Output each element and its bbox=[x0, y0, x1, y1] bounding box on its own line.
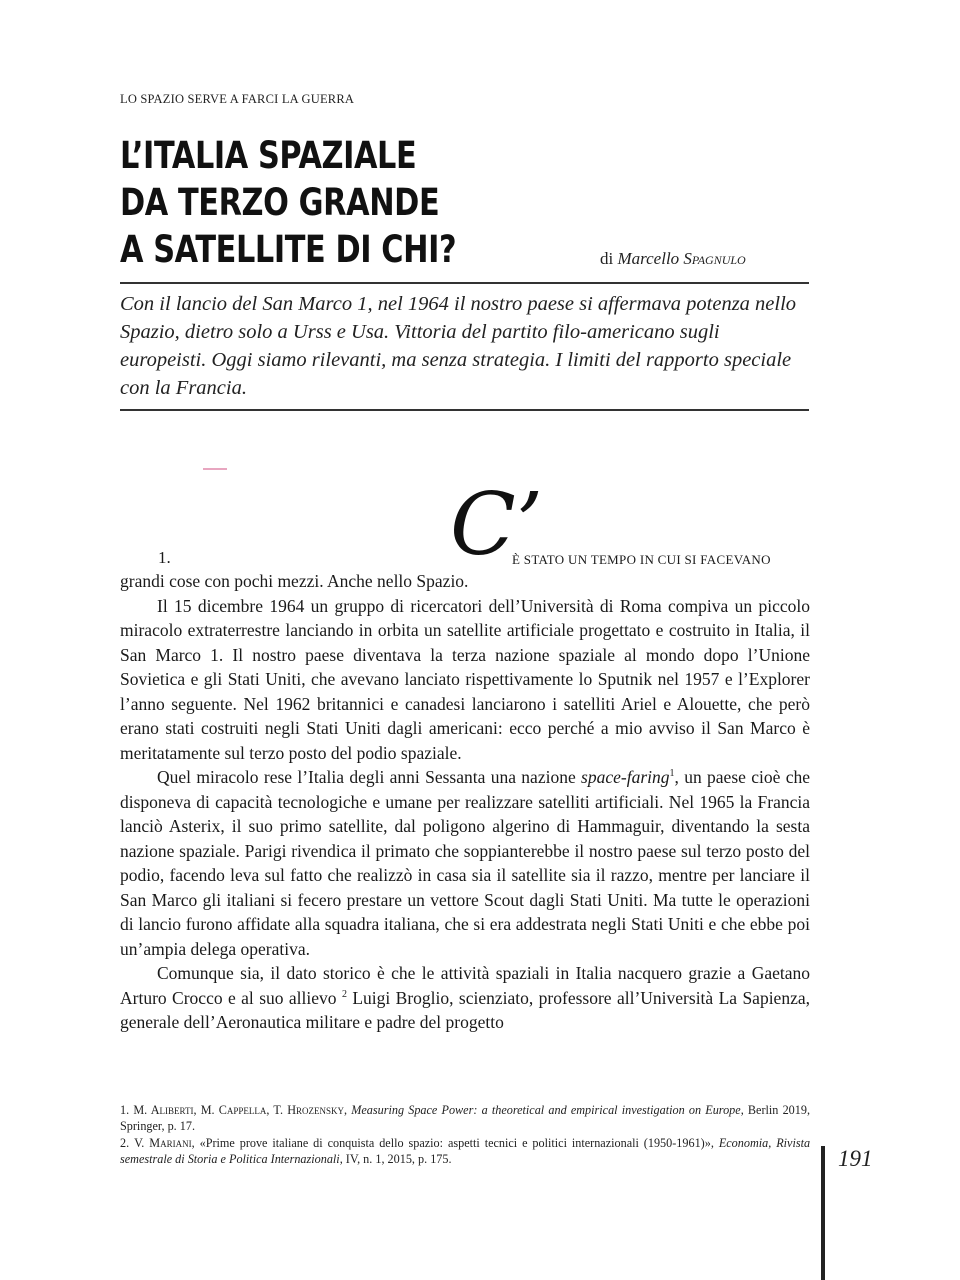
footnote-details: , Berlin 2019, Springer, p. 17. bbox=[120, 1103, 810, 1133]
page-number: 191 bbox=[838, 1146, 873, 1171]
paragraph-text: Luigi Broglio, scienziato, professore all’Università La Sapienza, generale dell’Aeronautica militare e padre del progetto bbox=[120, 987, 810, 1032]
accent-mark bbox=[203, 468, 227, 470]
lead-in-caps: È STATO UN TEMPO IN CUI SI FACEVANO bbox=[512, 552, 771, 567]
footnote-journal: Economia, Rivista semestrale di Storia e Politica Internazionali bbox=[120, 1136, 811, 1166]
paragraph bbox=[120, 765, 810, 961]
byline-prefix: di bbox=[600, 249, 614, 268]
article-body bbox=[120, 569, 810, 1035]
paragraph bbox=[120, 961, 810, 1035]
footnote-ref[interactable]: 1 bbox=[669, 768, 675, 780]
footnote-title: Measuring Space Power: a theoretical and empirical investigation on Europe bbox=[351, 1103, 741, 1117]
section-number: 1. bbox=[158, 548, 171, 567]
paragraph-text: Quel miracolo rese l’Italia degli anni Sessanta una nazione bbox=[157, 767, 576, 787]
footnote-article: «Prime prove italiane di conquista dello spazio: aspetti tecnici e politici internazionali (1950-1961)», bbox=[199, 1136, 714, 1150]
footnote-authors: M. Aliberti, M. Cappella, T. Hrozensky, bbox=[133, 1103, 348, 1117]
page-margin-bar bbox=[821, 1146, 825, 1280]
running-head: LO SPAZIO SERVE A FARCI LA GUERRA bbox=[120, 92, 355, 106]
author-first-name: Marcello bbox=[617, 249, 680, 268]
paragraph-text: , un paese cioè che disponeva di capacità tecnologiche e umane per realizzare satelliti artificiali. Nel 1965 la Francia lanciò Asterix, il suo primo satellite, dal poligono algerino di Hammaguir, diventando la sesta nazione spaziale. Parigi rivendica il primato che soppianterebbe il nostro paese sul terzo posto del podio, facendo leva sul fatto che realizzò in casa sia il satellite sia il razzo, mentre per lanciare il San Marco gli italiani si fecero prestare un vettore Scout dagli Stati Uniti. Ma tutte le operazioni di lancio furono affidate alla squadra italiana, che si era addestrata negli Stati Uniti e che ebbe poi un’ampia delega operativa. bbox=[120, 767, 810, 959]
footnote-ref[interactable]: 2 bbox=[341, 988, 347, 1000]
footnotes bbox=[120, 1102, 810, 1168]
footnote-authors: V. Mariani, bbox=[134, 1136, 195, 1150]
title-rule-bottom bbox=[120, 409, 809, 411]
article-title-line-2: DA TERZO GRANDE bbox=[120, 181, 440, 224]
author-last-name: Spagnulo bbox=[683, 249, 746, 268]
article-abstract: Con il lancio del San Marco 1, nel 1964 il nostro paese si affermava potenza nello Spazio, dietro solo a Urss e Usa. Vittoria del partito filo-americano sugli europeisti. Oggi siamo rilevanti, ma senza strategia. I limiti del rapporto speciale con la Francia. bbox=[120, 293, 797, 399]
italic-term: space-faring bbox=[581, 767, 670, 787]
footnote-2 bbox=[120, 1135, 810, 1167]
lead-in-continuation: grandi cose con pochi mezzi. Anche nello Spazio. bbox=[120, 571, 469, 591]
footnote-1 bbox=[120, 1102, 810, 1134]
paragraph: Il 15 dicembre 1964 un gruppo di ricercatori dell’Università di Roma compiva un piccolo miracolo extraterrestre lanciando in orbita un satellite artificiale progettato e costruito in Italia, il San Marco 1. Il nostro paese diventava la terza nazione spaziale al mondo dopo l’Unione Sovietica e gli Stati Uniti, che avevano lanciato rispettivamente lo Sputnik nel 1957 e l’Explorer l’anno seguente. Nel 1962 britannici e canadesi lanciarono i satelliti Ariel e Alouette, che però erano stati costruiti negli Stati Uniti dagli americani: ecco perché a mio avviso il San Marco è meritatamente sul terzo posto del podio spaziale. bbox=[120, 595, 810, 763]
footnote-details: , IV, n. 1, 2015, p. 175. bbox=[339, 1152, 452, 1166]
article-title-line-3: A SATELLITE DI CHI? bbox=[120, 228, 457, 271]
paragraph-text: Comunque sia, il dato storico è che le attività spaziali in Italia nacquero grazie a Gaetano Arturo Crocco e al suo allievo bbox=[120, 963, 810, 1008]
title-rule-top bbox=[120, 282, 809, 284]
footnote-number: 1. bbox=[120, 1103, 130, 1117]
article-title-line-1: L’ITALIA SPAZIALE bbox=[120, 134, 417, 177]
byline bbox=[600, 249, 746, 269]
drop-cap: C’ bbox=[450, 475, 544, 575]
footnote-number: 2. bbox=[120, 1136, 130, 1150]
